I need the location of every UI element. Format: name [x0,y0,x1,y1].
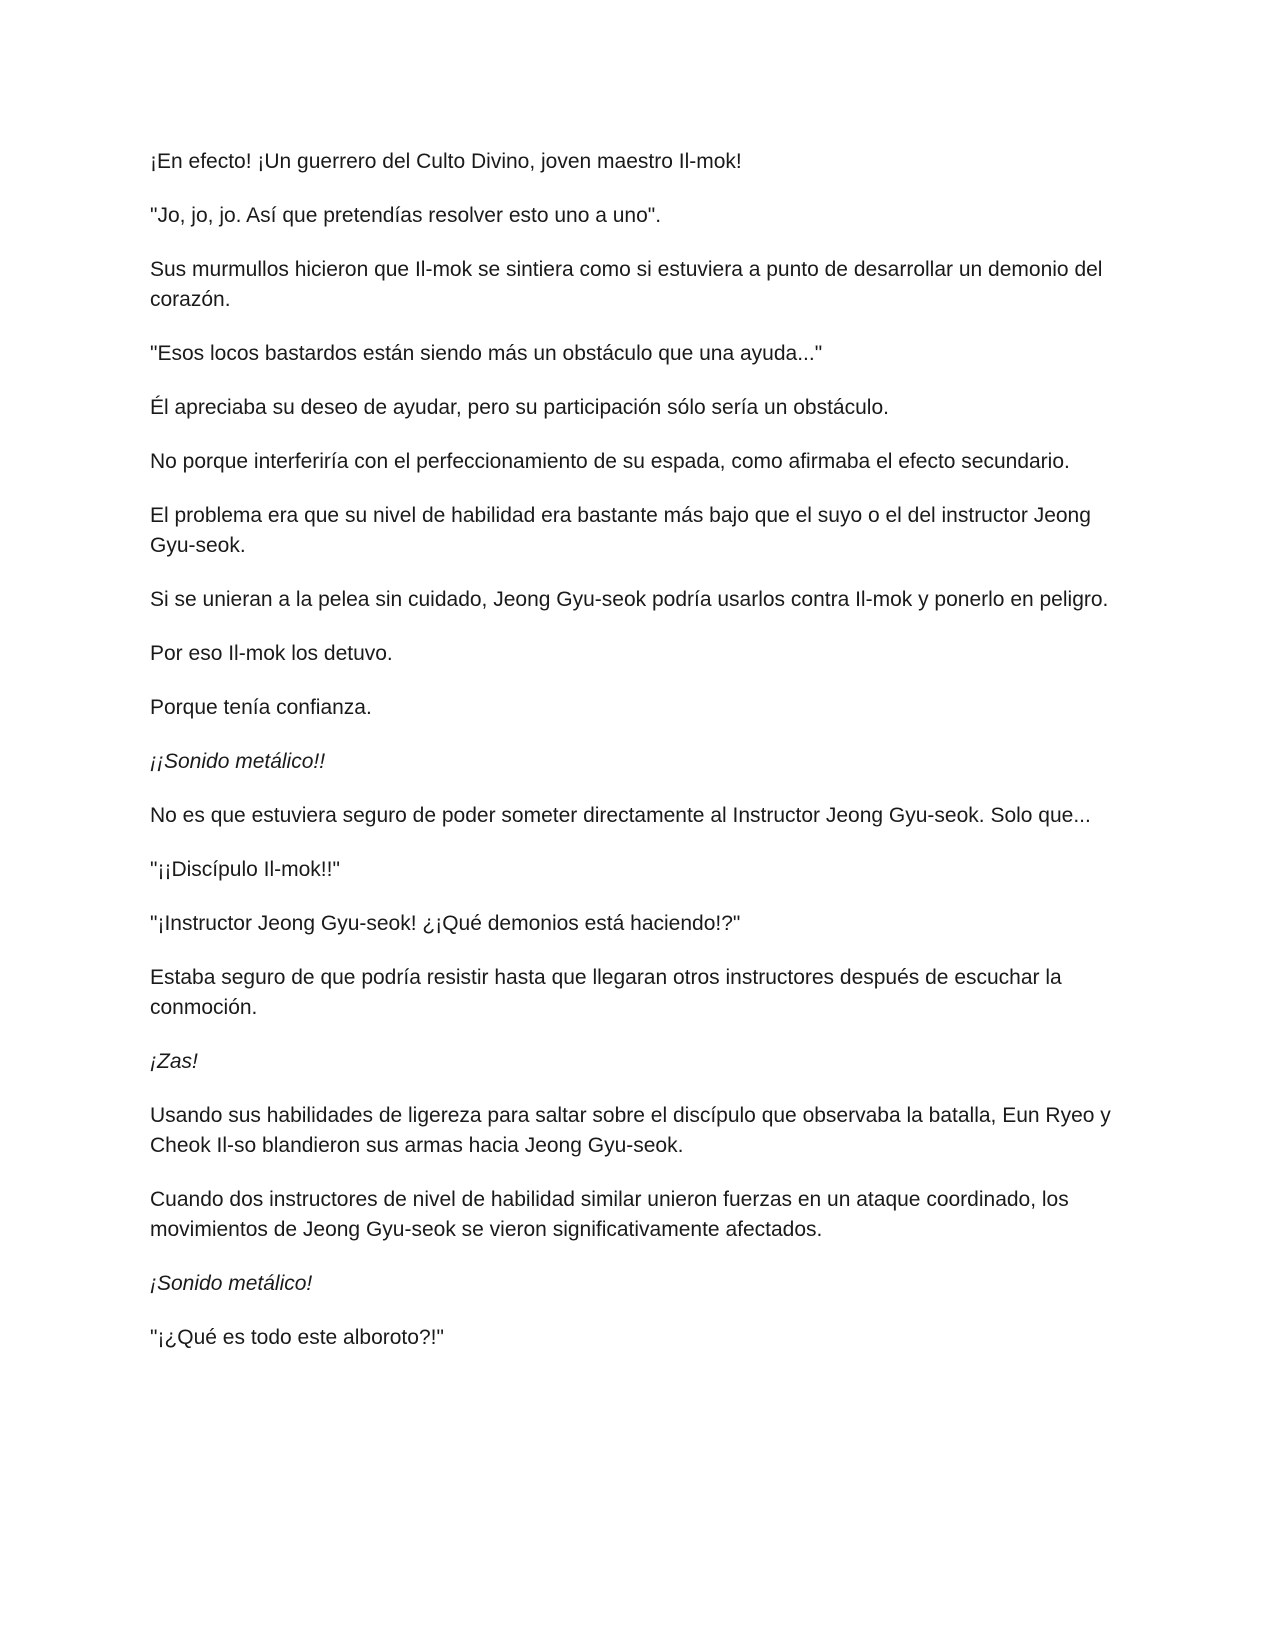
paragraph: "Jo, jo, jo. Así que pretendías resolver esto uno a uno". [150,204,662,227]
paragraph: "Esos locos bastardos están siendo más un obstáculo que una ayuda..." [150,342,823,365]
paragraph: Estaba seguro de que podría resistir hasta que llegaran otros instructores después de escuchar la conmoción. [150,966,1062,1019]
paragraph: "¡Instructor Jeong Gyu-seok! ¿¡Qué demonios está haciendo!?" [150,912,741,935]
paragraph: El problema era que su nivel de habilidad era bastante más bajo que el suyo o el del instructor Jeong Gyu-seok. [150,504,1091,557]
paragraph: Cuando dos instructores de nivel de habilidad similar unieron fuerzas en un ataque coordinado, los movimientos de Jeong Gyu-seok se vieron significativamente afectados. [150,1188,1069,1241]
paragraph: Usando sus habilidades de ligereza para saltar sobre el discípulo que observaba la batalla, Eun Ryeo y Cheok Il-so blandieron sus armas hacia Jeong Gyu-seok. [150,1104,1111,1157]
paragraph: ¡En efecto! ¡Un guerrero del Culto Divino, joven maestro Il-mok! [150,150,742,173]
paragraph: No es que estuviera seguro de poder someter directamente al Instructor Jeong Gyu-seok. Solo que... [150,804,1091,827]
document-body [150,147,1130,1377]
paragraph: "¡¡Discípulo Il-mok!!" [150,858,340,881]
paragraph: Él apreciaba su deseo de ayudar, pero su participación sólo sería un obstáculo. [150,396,889,419]
paragraph: Porque tenía confianza. [150,696,372,719]
paragraph: Por eso Il-mok los detuvo. [150,642,393,665]
paragraph: Sus murmullos hicieron que Il-mok se sintiera como si estuviera a punto de desarrollar un demonio del corazón. [150,258,1103,311]
sound-effect-paragraph: ¡Zas! [150,1050,198,1073]
sound-effect-paragraph: ¡Sonido metálico! [150,1272,313,1295]
paragraph: "¡¿Qué es todo este alboroto?!" [150,1326,444,1349]
paragraph: No porque interferiría con el perfeccionamiento de su espada, como afirmaba el efecto secundario. [150,450,1070,473]
paragraph: Si se unieran a la pelea sin cuidado, Jeong Gyu-seok podría usarlos contra Il-mok y ponerlo en peligro. [150,588,1109,611]
sound-effect-paragraph: ¡¡Sonido metálico!! [150,750,326,773]
